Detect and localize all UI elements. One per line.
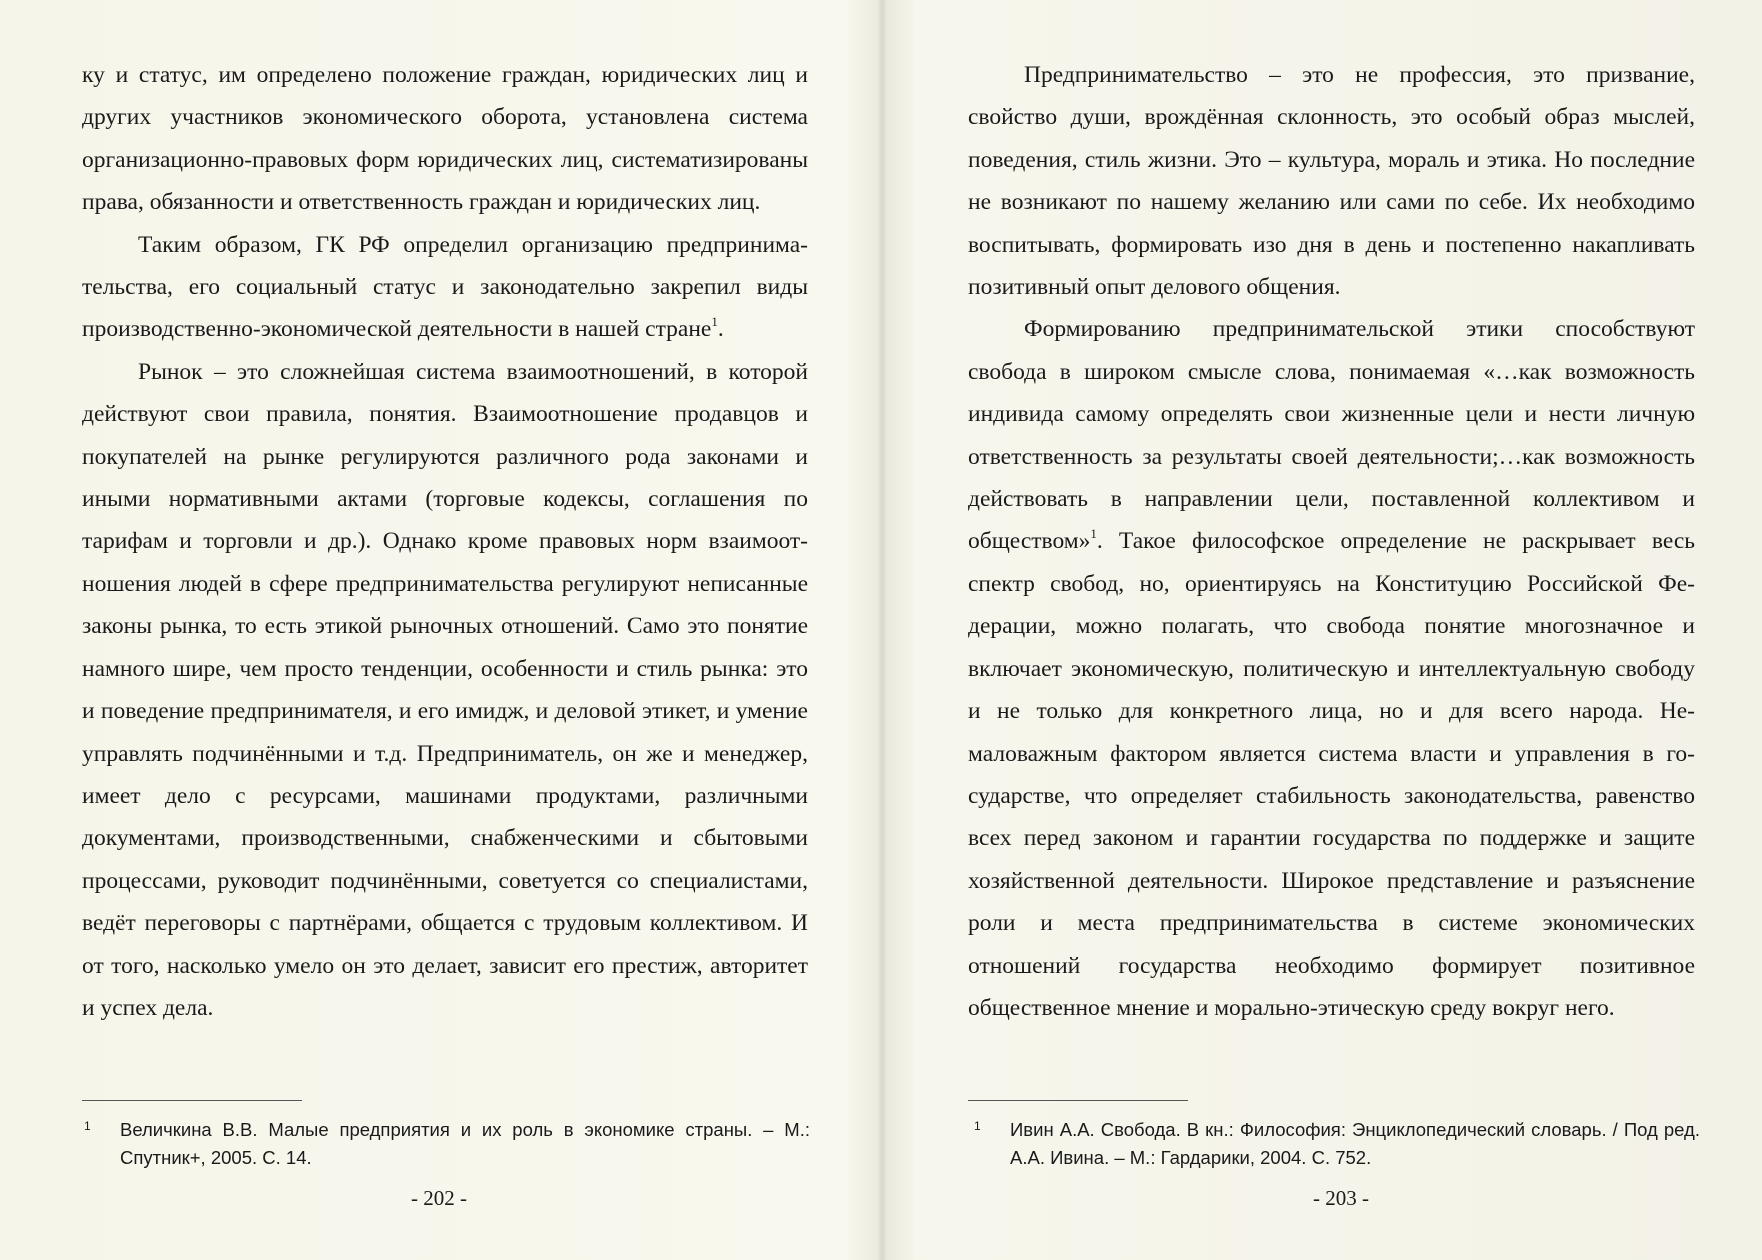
- right-page-body: [968, 54, 1695, 1029]
- left-paragraph-3: Рынок – это сложнейшая система взаимоотношений, в которой действуют свои правила, понятия. Взаимоотношение продавцов и покупателей на рынке регулируются различного рода законами и иными нормативными актами (торговые кодексы, соглашения по тарифам и торговли и др.). Однако кроме правовых норм взаимоотношения людей в сфере предпринимательства регулируют неписанные законы рынка, то есть этикой рыночных отношений. Само это понятие намного шире, чем просто тенденции, особенности и стиль рынка: это и поведение предпринимателя, и его имидж, и деловой этикет, и умение управлять подчинёнными и т.д. Предприниматель, он же и менеджер, имеет дело с ресурсами, машинами продуктами, различными документами, производственными, снабженческими и сбытовыми процессами, руководит подчинёнными, советуется со специалистами, ведёт переговоры с партнёрами, общается с трудовым коллективом. И от того, насколько умело он это делает, зависит его престиж, авторитет и успех дела.: [82, 358, 808, 1021]
- page-number: - 202 -: [411, 1186, 467, 1210]
- page-number: - 203 -: [1313, 1186, 1369, 1210]
- footnote-text: Ивин А.А. Свобода. В кн.: Философия: Энциклопедический словарь. / Под ред. А.А. Ивина. – М.: Гардарики, 2004. С. 752.: [1010, 1119, 1700, 1168]
- left-page: [0, 0, 880, 1260]
- footnote-reference[interactable]: 1: [1090, 526, 1097, 542]
- footnote-divider: [968, 1100, 1188, 1101]
- left-footnote: [84, 1116, 810, 1172]
- footnote-divider: [82, 1100, 302, 1101]
- left-page-body: [82, 54, 808, 1029]
- right-paragraph-2-start: Формированию предпринимательской этики способствуют свобода в широком смысле слова, понимаемая «…как возможность индивида самому определять свои жизненные цели и нести личную ответственность за результаты своей деятельности;…как возможность действовать в направлении цели, поставленной коллективом и обществом»: [968, 316, 1695, 555]
- left-paragraph-2-text: Таким образом, ГК РФ определил организацию предпринимательства, его социальный статус и законодательно закрепил виды производственно-экономической деятельности в нашей стране: [82, 231, 808, 343]
- right-paragraph-1: Предпринимательство – это не профессия, это призвание, свойство души, врождённая склонность, это особый образ мыслей, поведения, стиль жизни. Это – культура, мораль и этика. Но последние не возникают по нашему желанию или сами по себе. Их необходимо воспитывать, формировать изо дня в день и постепенно накапливать позитивный опыт делового общения.: [968, 62, 1695, 301]
- footnote-mark: 1: [974, 1119, 981, 1133]
- right-paragraph-2-end: . Такое философское определение не раскрывает весь спектр свобод, но, ориентируясь на Конституцию Российской Федерации, можно полагать, что свобода понятие многозначное и включает экономическую, политическую и интеллектуальную свободу и не только для конкретного лица, но и для всего народа. Немаловажным фактором является система власти и управления в государстве, что определяет стабильность законодательства, равенство всех перед законом и гарантии государства по поддержке и защите хозяйственной деятельности. Широкое представление и разъяснение роли и места предпринимательства в системе экономических отношений государства необходимо формирует позитивное общественное мнение и морально-этическую среду вокруг него.: [968, 528, 1695, 1021]
- right-page: [884, 0, 1762, 1260]
- left-paragraph-2: [82, 224, 808, 351]
- footnote-mark: 1: [84, 1119, 91, 1133]
- left-paragraph-1: ку и статус, им определено положение граждан, юридических лиц и других участников экономического оборота, установлена система организационно-правовых форм юридических лиц, систематизированы права, обязанности и ответственность граждан и юридических лиц.: [82, 62, 808, 216]
- period: .: [717, 316, 724, 343]
- footnote-text: Величкина В.В. Малые предприятия и их роль в экономике страны. – М.: Спутник+, 2005. С. 14.: [120, 1119, 810, 1168]
- right-footnote: [974, 1116, 1700, 1172]
- right-paragraph-2: [968, 308, 1695, 1029]
- footnote-reference[interactable]: 1: [711, 314, 718, 330]
